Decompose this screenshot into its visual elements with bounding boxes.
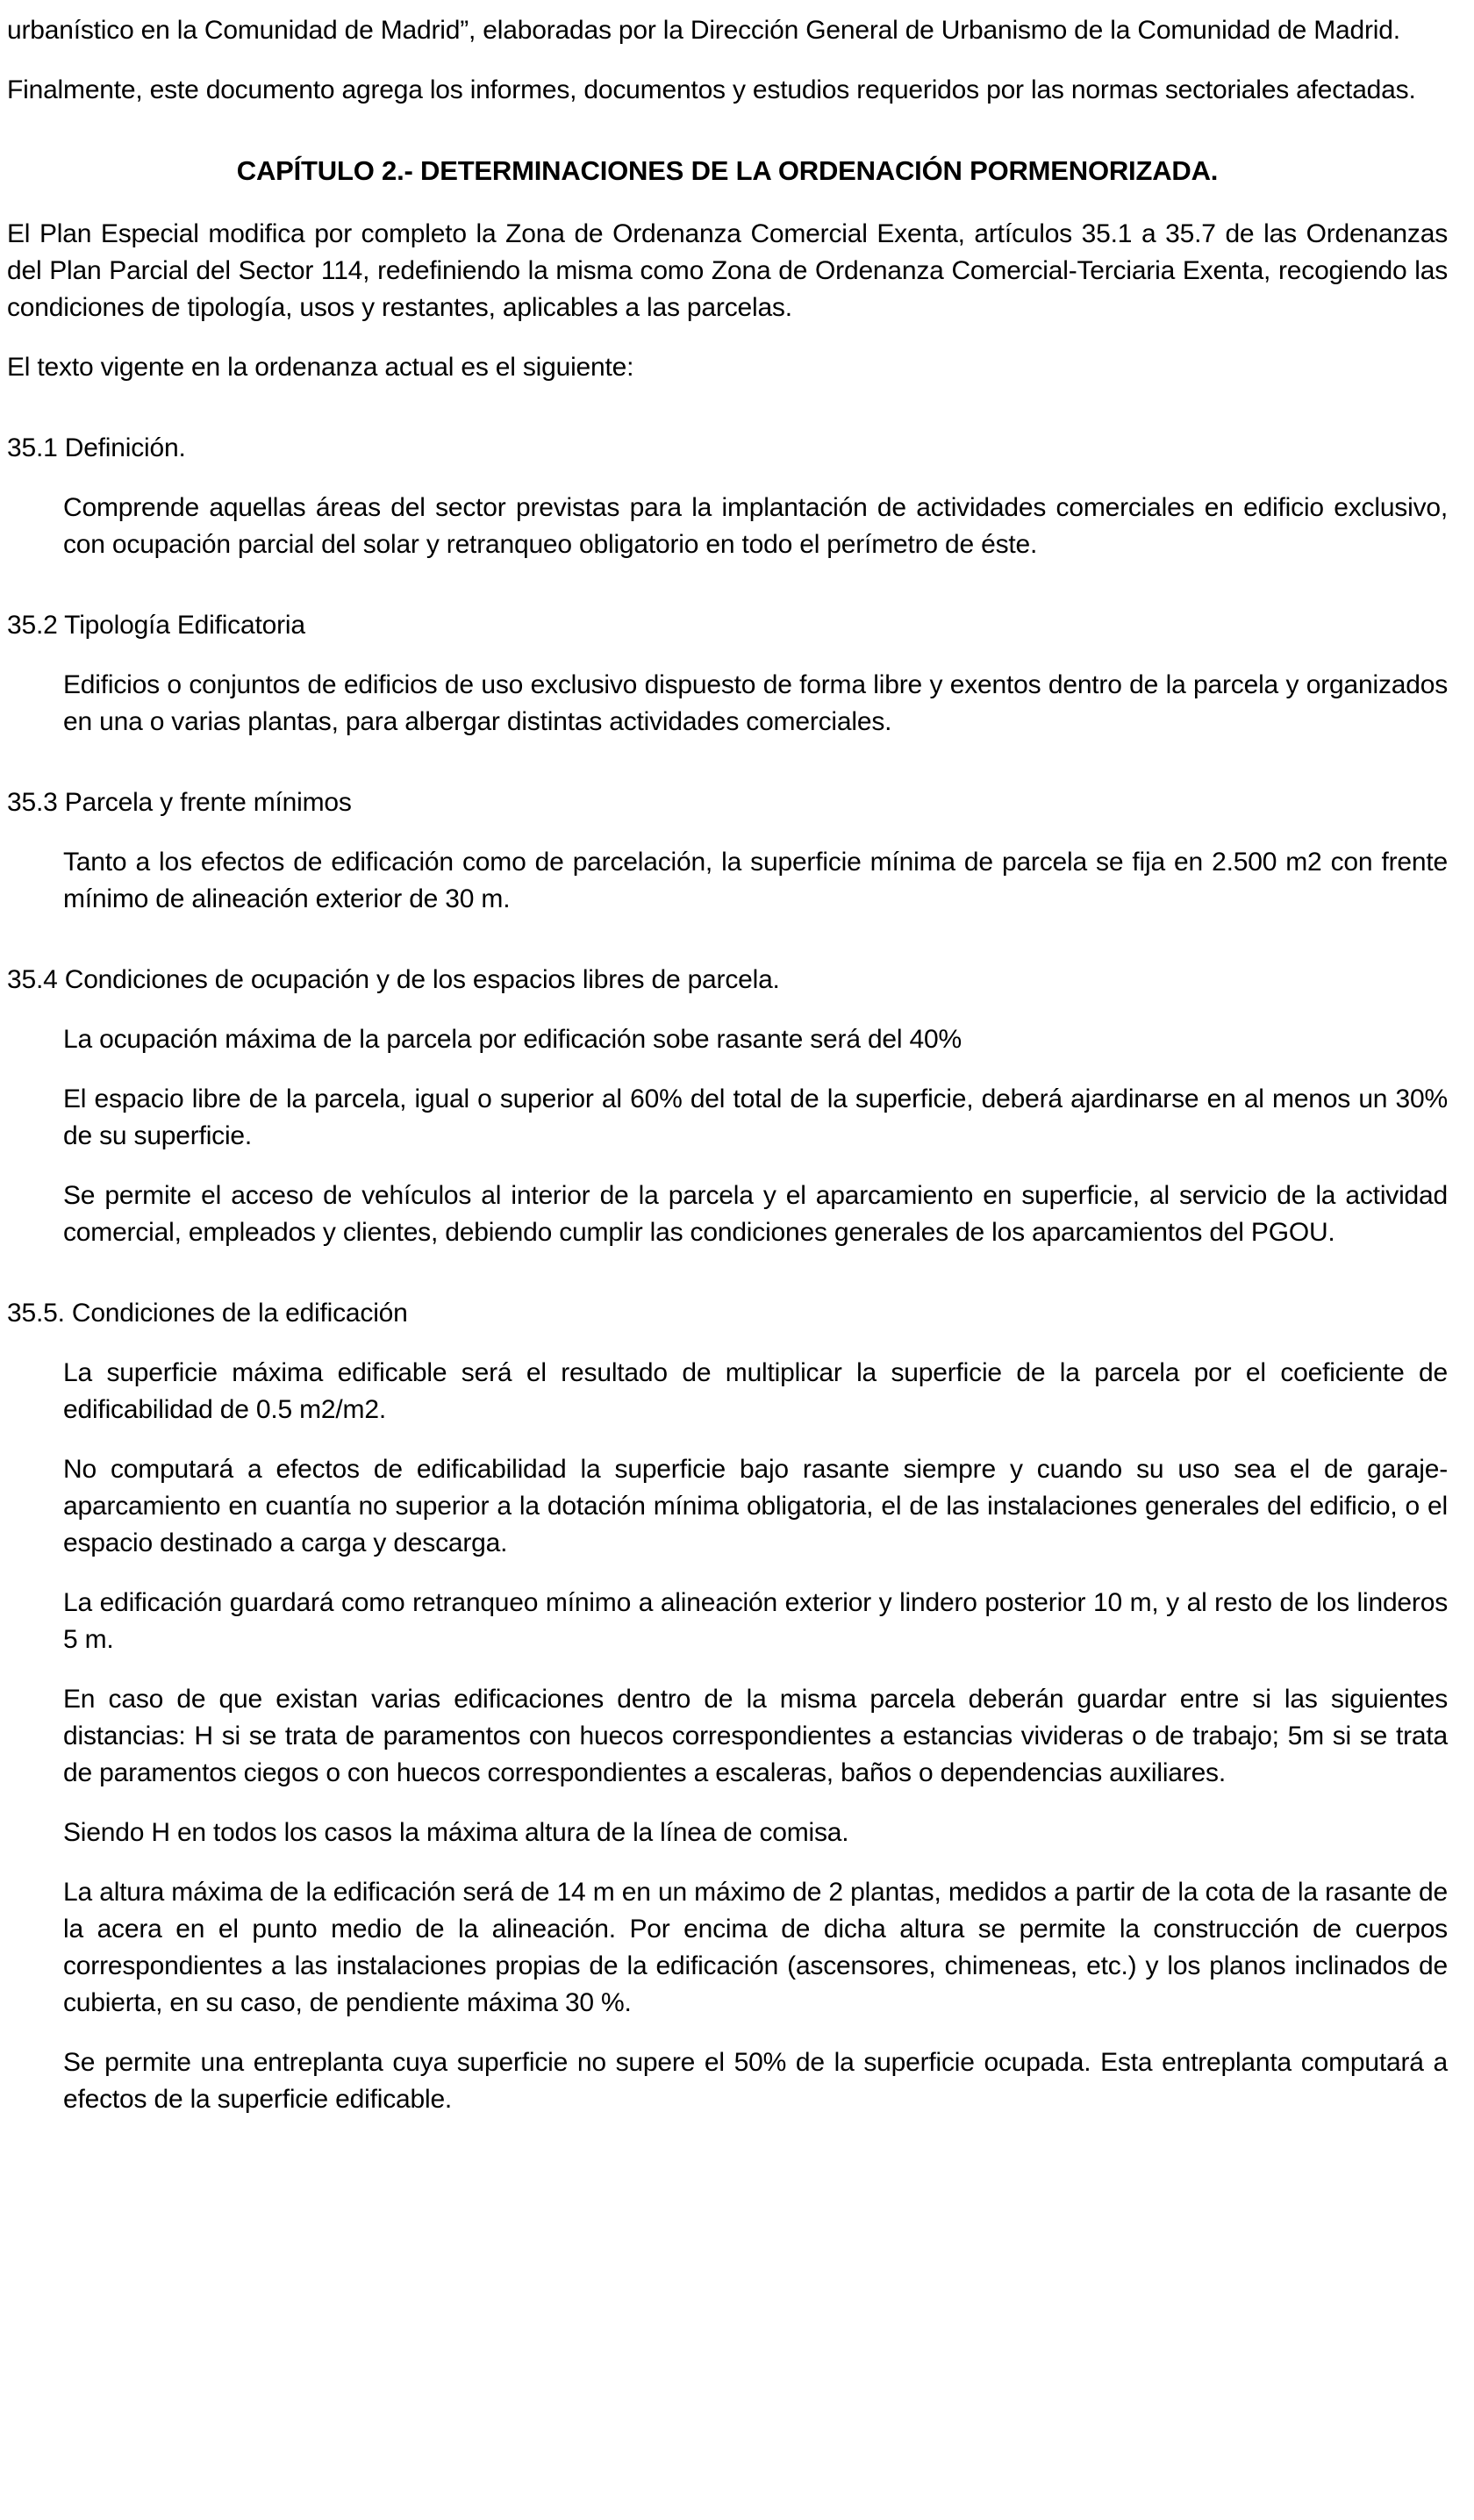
section-paragraph: En caso de que existan varias edificaciones dentro de la misma parcela deberán guardar entre si las siguientes distancias: H si se trata de paramentos con huecos correspondientes a estancias vivideras o de trabajo; 5m si se trata de paramentos ciegos o con huecos correspondientes a escaleras, baños o dependencias auxiliares. [63,1685,1448,1787]
section-heading: 35.2 Tipología Edificatoria [7,611,305,640]
section-paragraph: La ocupación máxima de la parcela por edificación sobe rasante será del 40% [63,1025,962,1054]
lead-paragraph: El texto vigente en la ordenanza actual es el siguiente: [7,353,634,382]
section-paragraph: Se permite una entreplanta cuya superficie no supere el 50% de la superficie ocupada. Esta entreplanta computará a efectos de la superficie edificable. [63,2048,1448,2114]
section-paragraph: Edificios o conjuntos de edificios de uso exclusivo dispuesto de forma libre y exentos dentro de la parcela y organizados en una o varias plantas, para albergar distintas actividades comerciales. [63,670,1448,736]
section-paragraph: La altura máxima de la edificación será de 14 m en un máximo de 2 plantas, medidos a partir de la cota de la rasante de la acera en el punto medio de la alineación. Por encima de dicha altura se permite la construcción de cuerpos correspondientes a las instalaciones propias de la edificación (ascensores, chimeneas, etc.) y los planos inclinados de cubierta, en su caso, de pendiente máxima 30 %. [63,1878,1448,2017]
section-paragraph: No computará a efectos de edificabilidad la superficie bajo rasante siempre y cuando su uso sea el de garaje-aparcamiento en cuantía no superior a la dotación mínima obligatoria, el de las instalaciones generales del edificio, o el espacio destinado a carga y descarga. [63,1455,1448,1557]
section-35-1 [7,430,1448,563]
intro-paragraph: Finalmente, este documento agrega los informes, documentos y estudios requeridos por las normas sectoriales afectadas. [7,75,1416,104]
section-heading: 35.5. Condiciones de la edificación [7,1299,408,1328]
section-35-4 [7,962,1448,1251]
section-paragraph: El espacio libre de la parcela, igual o superior al 60% del total de la superficie, deberá ajardinarse en al menos un 30% de su superficie. [63,1085,1448,1150]
lead-paragraph: El Plan Especial modifica por completo la Zona de Ordenanza Comercial Exenta, artículos 35.1 a 35.7 de las Ordenanzas del Plan Parcial del Sector 114, redefiniendo la misma como Zona de Ordenanza Comercial-Terciaria Exenta, recogiendo las condiciones de tipología, usos y restantes, aplicables a las parcelas. [7,219,1448,322]
section-paragraph: La edificación guardará como retranqueo mínimo a alineación exterior y lindero posterior 10 m, y al resto de los linderos 5 m. [63,1588,1448,1654]
section-paragraph: Comprende aquellas áreas del sector previstas para la implantación de actividades comerciales en edificio exclusivo, con ocupación parcial del solar y retranqueo obligatorio en todo el perímetro de éste. [63,493,1448,559]
section-heading: 35.1 Definición. [7,433,186,462]
section-heading: 35.3 Parcela y frente mínimos [7,788,352,817]
section-35-3 [7,784,1448,918]
section-paragraph: Se permite el acceso de vehículos al interior de la parcela y el aparcamiento en superficie, al servicio de la actividad comercial, empleados y clientes, debiendo cumplir las condiciones generales de los aparcamientos del PGOU. [63,1181,1448,1247]
section-35-5 [7,1295,1448,2118]
section-paragraph: Tanto a los efectos de edificación como de parcelación, la superficie mínima de parcela se fija en 2.500 m2 con frente mínimo de alineación exterior de 30 m. [63,848,1448,913]
section-paragraph: Siendo H en todos los casos la máxima altura de la línea de comisa. [63,1818,849,1847]
section-heading: 35.4 Condiciones de ocupación y de los espacios libres de parcela. [7,965,780,994]
intro-paragraph: urbanístico en la Comunidad de Madrid”, elaboradas por la Dirección General de Urbanismo de la Comunidad de Madrid. [7,16,1400,45]
section-paragraph: La superficie máxima edificable será el resultado de multiplicar la superficie de la parcela por el coeficiente de edificabilidad de 0.5 m2/m2. [63,1358,1448,1424]
section-35-2 [7,607,1448,741]
chapter-heading: CAPÍTULO 2.- DETERMINACIONES DE LA ORDENACIÓN PORMENORIZADA. [236,155,1219,186]
